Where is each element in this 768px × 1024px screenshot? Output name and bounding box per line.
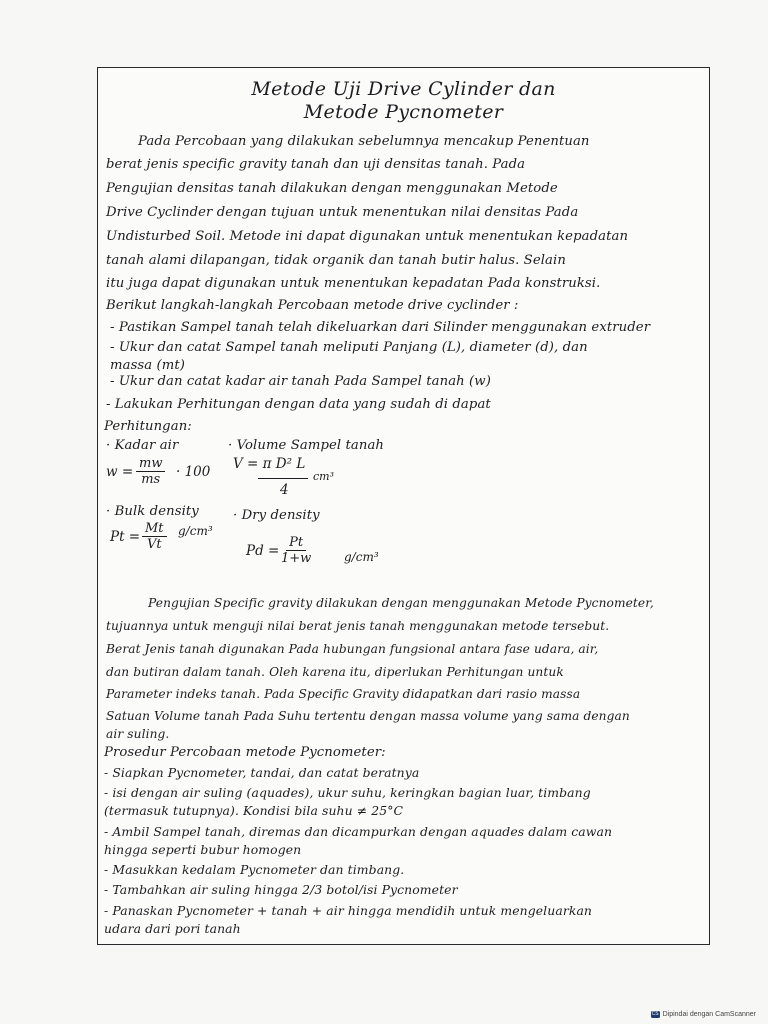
para2-line: Parameter indeks tanah. Pada Specific Gravity didapatkan dari rasio massa bbox=[106, 687, 581, 701]
formula-w-rhs: · 100 bbox=[176, 464, 211, 480]
kadar-air-label: · Kadar air bbox=[106, 438, 179, 453]
formula-v-unit: cm³ bbox=[313, 470, 335, 483]
para1-line: berat jenis specific gravity tanah dan uji densitas tanah. Pada bbox=[106, 157, 526, 172]
procedure-step: (termasuk tutupnya). Kondisi bila suhu ≠ 25°C bbox=[104, 803, 404, 818]
formula-pd-denominator: 1+w bbox=[281, 551, 312, 566]
para1-line: itu juga dapat digunakan untuk menentukan kepadatan Pada konstruksi. bbox=[106, 276, 601, 291]
page-title-line-2: Metode Pycnometer bbox=[303, 101, 504, 123]
step-item: - Ukur dan catat kadar air tanah Pada Sampel tanah (w) bbox=[110, 374, 491, 389]
step-item: massa (mt) bbox=[110, 358, 186, 373]
perhitungan-label: Perhitungan: bbox=[104, 419, 192, 434]
formula-pd-unit: g/cm³ bbox=[344, 550, 379, 564]
procedure-step: - Masukkan kedalam Pycnometer dan timbang. bbox=[104, 862, 405, 877]
para1-line: Berikut langkah-langkah Percobaan metode drive cyclinder : bbox=[106, 298, 519, 313]
formula-pt-fraction bbox=[142, 521, 167, 552]
formula-pt-unit: g/cm³ bbox=[178, 524, 213, 538]
procedure-step: - Tambahkan air suling hingga 2/3 botol/isi Pycnometer bbox=[104, 882, 458, 897]
procedure-step: - Ambil Sampel tanah, diremas dan dicampurkan dengan aquades dalam cawan bbox=[104, 824, 613, 839]
procedure-step: - isi dengan air suling (aquades), ukur suhu, keringkan bagian luar, timbang bbox=[104, 785, 591, 800]
para1-line: Pada Percobaan yang dilakukan sebelumnya mencakup Penentuan bbox=[138, 134, 590, 149]
formula-pd-numerator: Pt bbox=[286, 535, 306, 551]
para1-line: Pengujian densitas tanah dilakukan dengan menggunakan Metode bbox=[106, 181, 558, 196]
procedure-step: - Siapkan Pycnometer, tandai, dan catat beratnya bbox=[104, 765, 420, 780]
formula-pt-denominator: Vt bbox=[146, 537, 162, 552]
para2-line: dan butiran dalam tanah. Oleh karena itu, diperlukan Perhitungan untuk bbox=[106, 665, 564, 679]
scanner-watermark bbox=[651, 1011, 756, 1018]
formula-v-denominator: 4 bbox=[280, 482, 289, 498]
formula-pd-fraction bbox=[278, 535, 314, 566]
para1-line: Undisturbed Soil. Metode ini dapat digunakan untuk menentukan kepadatan bbox=[106, 229, 629, 244]
scanner-watermark-text: Dipindai dengan CamScanner bbox=[662, 1011, 756, 1018]
page-title-line-1: Metode Uji Drive Cylinder dan bbox=[251, 78, 556, 100]
formula-v-lhs: V = π D² L bbox=[233, 456, 306, 472]
bulk-density-label: · Bulk density bbox=[106, 504, 199, 519]
para2-line: tujuannya untuk menguji nilai berat jenis tanah menggunakan metode tersebut. bbox=[106, 619, 610, 633]
para1-line: Drive Cyclinder dengan tujuan untuk menentukan nilai densitas Pada bbox=[106, 205, 579, 220]
formula-w-denominator: ms bbox=[141, 472, 161, 487]
step-item: - Ukur dan catat Sampel tanah meliputi Panjang (L), diameter (d), dan bbox=[110, 340, 588, 355]
para2-line: Berat Jenis tanah digunakan Pada hubungan fungsional antara fase udara, air, bbox=[106, 642, 599, 656]
step-item: - Lakukan Perhitungan dengan data yang sudah di dapat bbox=[106, 397, 491, 412]
procedure-step: - Panaskan Pycnometer + tanah + air hingga mendidih untuk mengeluarkan bbox=[104, 903, 593, 918]
dry-density-label: · Dry density bbox=[233, 508, 320, 523]
camscanner-icon: CS bbox=[651, 1011, 659, 1017]
para2-line: Satuan Volume tanah Pada Suhu tertentu dengan massa volume yang sama dengan bbox=[106, 709, 630, 723]
formula-pt-numerator: Mt bbox=[142, 521, 167, 537]
volume-label: · Volume Sampel tanah bbox=[228, 438, 385, 453]
formula-w-fraction bbox=[136, 456, 165, 487]
formula-v-fraction-bar bbox=[258, 478, 308, 479]
formula-w-lhs: w = bbox=[106, 464, 134, 480]
para2-line: air suling. bbox=[106, 727, 170, 741]
formula-pt-lhs: Pt = bbox=[110, 529, 141, 545]
prosedur-label: Prosedur Percobaan metode Pycnometer: bbox=[104, 745, 386, 760]
document-page bbox=[97, 67, 710, 945]
step-item: - Pastikan Sampel tanah telah dikeluarkan dari Silinder menggunakan extruder bbox=[110, 320, 651, 335]
formula-w-numerator: mw bbox=[136, 456, 165, 472]
para2-line: Pengujian Specific gravity dilakukan dengan menggunakan Metode Pycnometer, bbox=[148, 596, 654, 610]
procedure-step: hingga seperti bubur homogen bbox=[104, 842, 302, 857]
procedure-step: udara dari pori tanah bbox=[104, 921, 241, 936]
para1-line: tanah alami dilapangan, tidak organik dan tanah butir halus. Selain bbox=[106, 253, 566, 268]
formula-pd-lhs: Pd = bbox=[246, 543, 280, 559]
